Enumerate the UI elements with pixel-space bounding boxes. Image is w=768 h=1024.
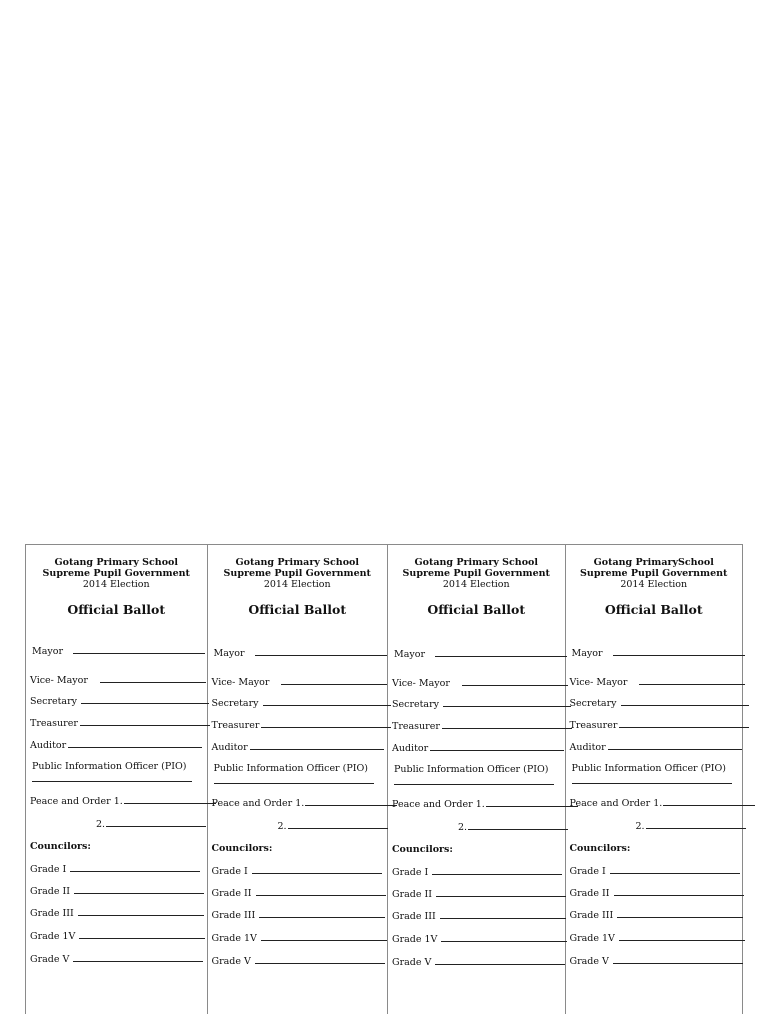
peace-and-order-1-label: Peace and Order 1. (392, 799, 485, 810)
write-in-line[interactable] (81, 695, 209, 704)
vice-mayor-label: Vice- Mayor (211, 677, 270, 688)
write-in-line[interactable] (70, 863, 200, 872)
write-in-line[interactable] (443, 698, 571, 707)
grade-5-label: Grade V (569, 956, 609, 967)
grade-2-label: Grade II (211, 888, 252, 899)
peace-and-order-1-label: Peace and Order 1. (569, 798, 663, 809)
write-in-line[interactable] (619, 719, 749, 728)
secretary-field[interactable] (30, 695, 209, 707)
treasurer-label: Treasurer (211, 720, 260, 731)
councilors-label (212, 843, 273, 854)
grade-1-label: Grade I (569, 866, 606, 877)
grade-5-field[interactable] (30, 953, 203, 965)
grade-3-field[interactable] (392, 910, 566, 922)
write-in-line[interactable] (435, 648, 567, 657)
vice-mayor-field[interactable] (570, 676, 746, 688)
pio-label-label: Public Information Officer (PIO) (213, 763, 368, 774)
write-in-line[interactable] (663, 797, 755, 806)
write-in-line[interactable] (73, 645, 205, 654)
treasurer-label: Treasurer (569, 720, 618, 731)
vice-mayor-field[interactable] (30, 674, 206, 686)
write-in-line[interactable] (432, 866, 562, 875)
school-name: Gotang Primary School (54, 557, 178, 568)
election-year: 2014 Election (82, 579, 150, 590)
ballot-title: Official Ballot (604, 602, 703, 617)
grade-2-field[interactable] (392, 888, 566, 900)
ballot-4 (566, 545, 743, 1014)
write-in-line[interactable] (440, 910, 566, 919)
write-in-line[interactable] (261, 932, 387, 941)
peace-and-order-2-label: 2. (96, 819, 106, 830)
write-in-line[interactable] (68, 739, 202, 748)
pio-label (394, 764, 548, 775)
school-name: Gotang PrimarySchool (593, 557, 714, 568)
grade-4-field[interactable] (570, 932, 745, 944)
councilors-label-label: Councilors: (30, 841, 91, 852)
grade-4-label: Grade 1V (569, 933, 615, 944)
write-in-line[interactable] (214, 775, 374, 784)
treasurer-label: Treasurer (30, 718, 78, 729)
grade-2-label: Grade II (30, 886, 71, 897)
pio-line[interactable] (572, 775, 732, 787)
write-in-line[interactable] (435, 956, 565, 965)
write-in-line[interactable] (106, 818, 206, 827)
school-name: Gotang Primary School (235, 557, 359, 568)
write-in-line[interactable] (288, 820, 388, 829)
write-in-line[interactable] (100, 674, 206, 683)
government-name: Supreme Pupil Government (223, 568, 371, 579)
councilors-label-label: Councilors: (392, 844, 453, 855)
write-in-line[interactable] (252, 865, 382, 874)
write-in-line[interactable] (617, 909, 743, 918)
grade-1-label: Grade I (392, 867, 429, 878)
write-in-line[interactable] (468, 821, 568, 830)
vice-mayor-field[interactable] (212, 676, 388, 688)
write-in-line[interactable] (639, 676, 745, 685)
grade-3-field[interactable] (570, 909, 744, 921)
ballot-header (388, 557, 565, 590)
ballot-3 (388, 545, 566, 1014)
grade-3-field[interactable] (30, 907, 204, 919)
write-in-line[interactable] (32, 773, 192, 782)
pio-label (214, 763, 368, 774)
write-in-line[interactable] (256, 887, 386, 896)
treasurer-field[interactable] (30, 717, 210, 729)
write-in-line[interactable] (621, 697, 749, 706)
vice-mayor-label: Vice- Mayor (30, 675, 88, 686)
peace-and-order-1-label: Peace and Order 1. (30, 796, 123, 807)
grade-1-label: Grade I (211, 866, 248, 877)
treasurer-field[interactable] (392, 720, 572, 732)
grade-1-field[interactable] (212, 865, 382, 877)
treasurer-field[interactable] (212, 719, 392, 731)
secretary-label: Secretary (569, 698, 617, 709)
councilors-label (392, 844, 453, 855)
peace-and-order-1-label: Peace and Order 1. (211, 798, 305, 809)
peace-and-order-2-label: 2. (277, 821, 287, 832)
write-in-line[interactable] (263, 697, 391, 706)
write-in-line[interactable] (305, 797, 397, 806)
grade-2-field[interactable] (570, 887, 744, 899)
write-in-line[interactable] (572, 775, 732, 784)
election-year: 2014 Election (620, 579, 688, 590)
write-in-line[interactable] (78, 907, 204, 916)
write-in-line[interactable] (619, 932, 745, 941)
councilors-label (30, 841, 91, 852)
peace-and-order-1-field[interactable] (392, 798, 578, 810)
grade-3-label: Grade III (211, 910, 256, 921)
grade-1-field[interactable] (570, 865, 740, 877)
mayor-label: Mayor (213, 648, 245, 659)
secretary-field[interactable] (570, 697, 749, 709)
grade-5-field[interactable] (392, 956, 565, 968)
peace-and-order-2-label: 2. (635, 821, 645, 832)
peace-and-order-2-label: 2. (458, 822, 468, 833)
grade-1-field[interactable] (392, 866, 562, 878)
ballot-1 (26, 545, 208, 1014)
ballot-header (26, 557, 207, 590)
school-name: Gotang Primary School (414, 557, 538, 568)
write-in-line[interactable] (255, 647, 387, 656)
write-in-line[interactable] (73, 953, 203, 962)
auditor-label: Auditor (392, 743, 429, 754)
grade-2-label: Grade II (392, 889, 433, 900)
pio-label-label: Public Information Officer (PIO) (394, 764, 549, 775)
write-in-line[interactable] (261, 719, 391, 728)
government-name: Supreme Pupil Government (580, 568, 728, 579)
election-year: 2014 Election (442, 579, 510, 590)
write-in-line[interactable] (610, 865, 740, 874)
write-in-line[interactable] (394, 776, 554, 785)
write-in-line[interactable] (124, 795, 216, 804)
grade-4-field[interactable] (392, 933, 567, 945)
secretary-label: Secretary (30, 696, 78, 707)
vice-mayor-field[interactable] (392, 677, 568, 689)
mayor-label: Mayor (32, 646, 64, 657)
secretary-label: Secretary (211, 698, 259, 709)
peace-and-order-1-field[interactable] (212, 797, 398, 809)
government-name: Supreme Pupil Government (42, 568, 190, 579)
grade-2-field[interactable] (30, 885, 204, 897)
grade-1-label: Grade I (30, 864, 67, 875)
mayor-label: Mayor (394, 649, 426, 660)
grade-4-field[interactable] (30, 930, 205, 942)
write-in-line[interactable] (613, 647, 745, 656)
councilors-label (570, 843, 631, 854)
write-in-line[interactable] (462, 677, 568, 686)
write-in-line[interactable] (613, 955, 743, 964)
pio-label-label: Public Information Officer (PIO) (571, 763, 726, 774)
grade-5-field[interactable] (570, 955, 743, 967)
auditor-field[interactable] (30, 739, 202, 751)
grade-3-field[interactable] (212, 909, 386, 921)
grade-3-label: Grade III (569, 910, 614, 921)
write-in-line[interactable] (79, 930, 205, 939)
grade-5-label: Grade V (30, 954, 70, 965)
grade-4-label: Grade 1V (211, 933, 257, 944)
write-in-line[interactable] (430, 742, 564, 751)
councilors-label-label: Councilors: (211, 843, 273, 854)
councilors-label-label: Councilors: (569, 843, 631, 854)
grade-3-label: Grade III (30, 908, 74, 919)
write-in-line[interactable] (436, 888, 566, 897)
grade-5-label: Grade V (211, 956, 251, 967)
write-in-line[interactable] (80, 717, 210, 726)
write-in-line[interactable] (442, 720, 572, 729)
write-in-line[interactable] (281, 676, 387, 685)
ballot-header (566, 557, 743, 590)
peace-and-order-2-field[interactable] (458, 821, 568, 833)
write-in-line[interactable] (486, 798, 578, 807)
auditor-label: Auditor (30, 740, 67, 751)
mayor-field[interactable] (32, 645, 205, 657)
auditor-field[interactable] (392, 742, 564, 754)
ballot-title: Official Ballot (248, 602, 347, 617)
auditor-label: Auditor (569, 742, 606, 753)
mayor-label: Mayor (571, 648, 603, 659)
pio-label-label: Public Information Officer (PIO) (32, 761, 187, 772)
pio-line[interactable] (394, 776, 554, 788)
pio-line[interactable] (32, 773, 192, 785)
grade-2-field[interactable] (212, 887, 386, 899)
grade-5-field[interactable] (212, 955, 385, 967)
peace-and-order-1-field[interactable] (30, 795, 216, 807)
write-in-line[interactable] (441, 933, 567, 942)
write-in-line[interactable] (614, 887, 744, 896)
write-in-line[interactable] (74, 885, 204, 894)
grade-4-field[interactable] (212, 932, 387, 944)
mayor-field[interactable] (394, 648, 567, 660)
ballot-2 (208, 545, 389, 1014)
grade-3-label: Grade III (392, 911, 436, 922)
grade-5-label: Grade V (392, 957, 432, 968)
ballot-sheet (25, 544, 743, 1014)
pio-label (32, 761, 186, 772)
government-name: Supreme Pupil Government (402, 568, 550, 579)
auditor-label: Auditor (211, 742, 248, 753)
treasurer-label: Treasurer (392, 721, 440, 732)
write-in-line[interactable] (608, 741, 742, 750)
ballot-title: Official Ballot (427, 602, 526, 617)
ballot-title: Official Ballot (67, 602, 166, 617)
peace-and-order-2-field[interactable] (278, 820, 388, 832)
vice-mayor-label: Vice- Mayor (392, 678, 450, 689)
write-in-line[interactable] (255, 955, 385, 964)
secretary-label: Secretary (392, 699, 440, 710)
mayor-field[interactable] (214, 647, 387, 659)
write-in-line[interactable] (646, 820, 746, 829)
treasurer-field[interactable] (570, 719, 750, 731)
auditor-field[interactable] (570, 741, 742, 753)
peace-and-order-2-field[interactable] (636, 820, 746, 832)
ballot-header (208, 557, 388, 590)
peace-and-order-2-field[interactable] (96, 818, 206, 830)
vice-mayor-label: Vice- Mayor (569, 677, 628, 688)
election-year: 2014 Election (263, 579, 331, 590)
secretary-field[interactable] (392, 698, 571, 710)
grade-4-label: Grade 1V (392, 934, 438, 945)
secretary-field[interactable] (212, 697, 391, 709)
grade-4-label: Grade 1V (30, 931, 76, 942)
write-in-line[interactable] (259, 909, 385, 918)
pio-line[interactable] (214, 775, 374, 787)
pio-label (572, 763, 726, 774)
write-in-line[interactable] (250, 741, 384, 750)
peace-and-order-1-field[interactable] (570, 797, 756, 809)
grade-2-label: Grade II (569, 888, 610, 899)
grade-1-field[interactable] (30, 863, 200, 875)
auditor-field[interactable] (212, 741, 384, 753)
mayor-field[interactable] (572, 647, 745, 659)
